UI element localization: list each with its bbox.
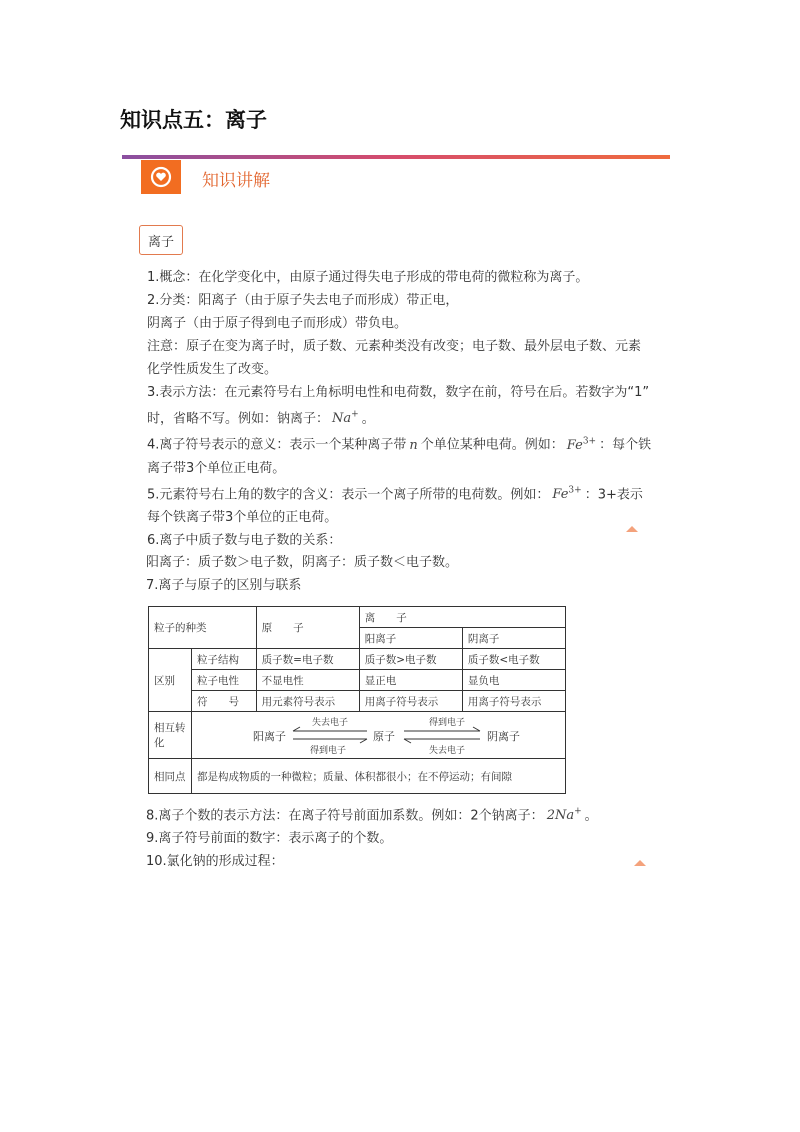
text-segment: 4.离子符号表示的意义：表示一个某种离子带 xyxy=(147,437,407,453)
text-line: 8.离子个数的表示方法：在离子符号前面加系数。例如：2个钠离子： 2Na+ 。 xyxy=(146,807,598,824)
table-cell: 用离子符号表示 xyxy=(359,691,462,712)
table-cell: 用元素符号表示 xyxy=(256,691,359,712)
double-arrow-icon xyxy=(291,726,369,744)
table-cell: 质子数<电子数 xyxy=(462,649,565,670)
arrow-label: 失去电子 xyxy=(429,746,466,756)
text-line: 3.表示方法：在元素符号右上角标明电性和电荷数，数字在前，符号在后。若数字为“1” xyxy=(147,385,650,400)
table-row-label: 相同点 xyxy=(149,759,192,794)
text-line: 7.离子与原子的区别与联系 xyxy=(146,578,302,593)
table-cell: 都是构成物质的一种微粒；质量、体积都很小；在不停运动；有间隙 xyxy=(192,759,566,794)
table-cell: 显负电 xyxy=(462,670,565,691)
double-arrow-icon xyxy=(402,726,482,744)
text-segment: ：每个铁 xyxy=(599,437,652,453)
text-line: 化学性质发生了改变。 xyxy=(147,362,278,377)
table-row xyxy=(149,759,566,794)
table-cell: 粒子电性 xyxy=(192,670,257,691)
text-line: 1.概念：在化学变化中，由原子通过得失电子形成的带电荷的微粒称为离子。 xyxy=(147,270,589,285)
text-line: 每个铁离子带3个单位的正电荷。 xyxy=(147,509,338,525)
cation-label: 阳离子 xyxy=(253,730,286,743)
text-line: 2.分类：阳离子（由于原子失去电子而形成）带正电， xyxy=(147,293,459,308)
conversion-cell xyxy=(192,712,566,759)
text-line: 6.离子中质子数与电子数的关系： xyxy=(147,532,342,548)
table-header-cell: 离 子 xyxy=(359,607,565,628)
table-header-cell: 阳离子 xyxy=(359,628,462,649)
formula-symbol: Fe xyxy=(552,486,569,502)
content-block xyxy=(147,266,657,552)
table-cell: 粒子结构 xyxy=(192,649,257,670)
text-line xyxy=(147,480,657,506)
formula-fe-ion xyxy=(552,487,581,502)
table-header-cell: 原 子 xyxy=(256,607,359,649)
table-row xyxy=(149,649,566,670)
corner-triangle-icon xyxy=(626,526,638,532)
text-line: 注意：原子在变为离子时，质子数、元素种类没有改变；电子数、最外层电子数、元素 xyxy=(147,339,642,354)
table-header-cell: 阴离子 xyxy=(462,628,565,649)
arrow-label: 得到电子 xyxy=(310,746,347,756)
arrow-label: 得到电子 xyxy=(429,718,466,728)
text-segment: 时，省略不写。例如：钠离子： xyxy=(147,411,330,427)
table-row xyxy=(149,670,566,691)
table-row-label: 区别 xyxy=(149,649,192,712)
text-line: 9.离子符号前面的数字：表示离子的个数。 xyxy=(146,831,393,847)
heart-badge-icon xyxy=(150,166,172,188)
content-block xyxy=(146,551,458,597)
formula-symbol: Fe xyxy=(566,437,583,453)
formula-charge: + xyxy=(574,807,582,817)
text-line: 时，省略不写。例如：钠离子： Na+ 。 xyxy=(147,410,375,427)
table-row xyxy=(149,712,566,759)
atom-label: 原子 xyxy=(373,730,395,743)
text-line: 阴离子（由于原子得到电子而形成）带负电。 xyxy=(147,316,408,331)
header-band xyxy=(122,155,670,159)
topic-tag: 离子 xyxy=(139,225,183,255)
formula-symbol: 2Na xyxy=(546,808,575,824)
text-line xyxy=(147,430,657,456)
formula-charge: + xyxy=(351,410,359,420)
section-header-label: 知识讲解 xyxy=(202,171,270,191)
table-cell: 符 号 xyxy=(192,691,257,712)
table-cell: 质子数>电子数 xyxy=(359,649,462,670)
arrow-label: 失去电子 xyxy=(312,718,349,728)
formula-charge: 3+ xyxy=(582,436,597,447)
text-segment: 个单位某种电荷。例如： xyxy=(420,437,564,453)
text-segment: ：3+表示 xyxy=(584,486,643,502)
table-header-cell: 粒子的种类 xyxy=(149,607,257,649)
formula-fe-ion xyxy=(567,438,596,453)
content-block xyxy=(146,801,598,873)
table-row-label: 相互转化 xyxy=(149,712,192,759)
formula-symbol: Na xyxy=(332,411,352,427)
table-cell: 不显电性 xyxy=(256,670,359,691)
text-segment: 8.离子个数的表示方法：在离子符号前面加系数。例如：2个钠离子： xyxy=(146,808,544,824)
ion-atom-comparison-table xyxy=(148,606,566,794)
conversion-diagram xyxy=(197,714,560,756)
formula-charge: 3+ xyxy=(568,485,582,496)
text-line: 10.氯化钠的形成过程： xyxy=(146,854,284,870)
text-line: 阳离子：质子数＞电子数，阴离子：质子数＜电子数。 xyxy=(146,555,459,570)
table-row xyxy=(149,691,566,712)
text-segment: 5.元素符号右上角的数字的含义：表示一个离子所带的电荷数。例如： xyxy=(147,486,550,502)
formula-2na-ion xyxy=(547,808,582,823)
table-cell: 质子数=电子数 xyxy=(256,649,359,670)
anion-label: 阴离子 xyxy=(487,730,520,743)
formula-n: n xyxy=(409,437,418,453)
table-cell: 用离子符号表示 xyxy=(462,691,565,712)
formula-na-ion xyxy=(332,411,359,426)
text-line: 离子带3个单位正电荷。 xyxy=(147,460,286,476)
corner-triangle-icon xyxy=(634,860,646,866)
table-cell: 显正电 xyxy=(359,670,462,691)
knowledge-icon xyxy=(141,160,181,194)
page-title: 知识点五：离子 xyxy=(120,107,267,132)
